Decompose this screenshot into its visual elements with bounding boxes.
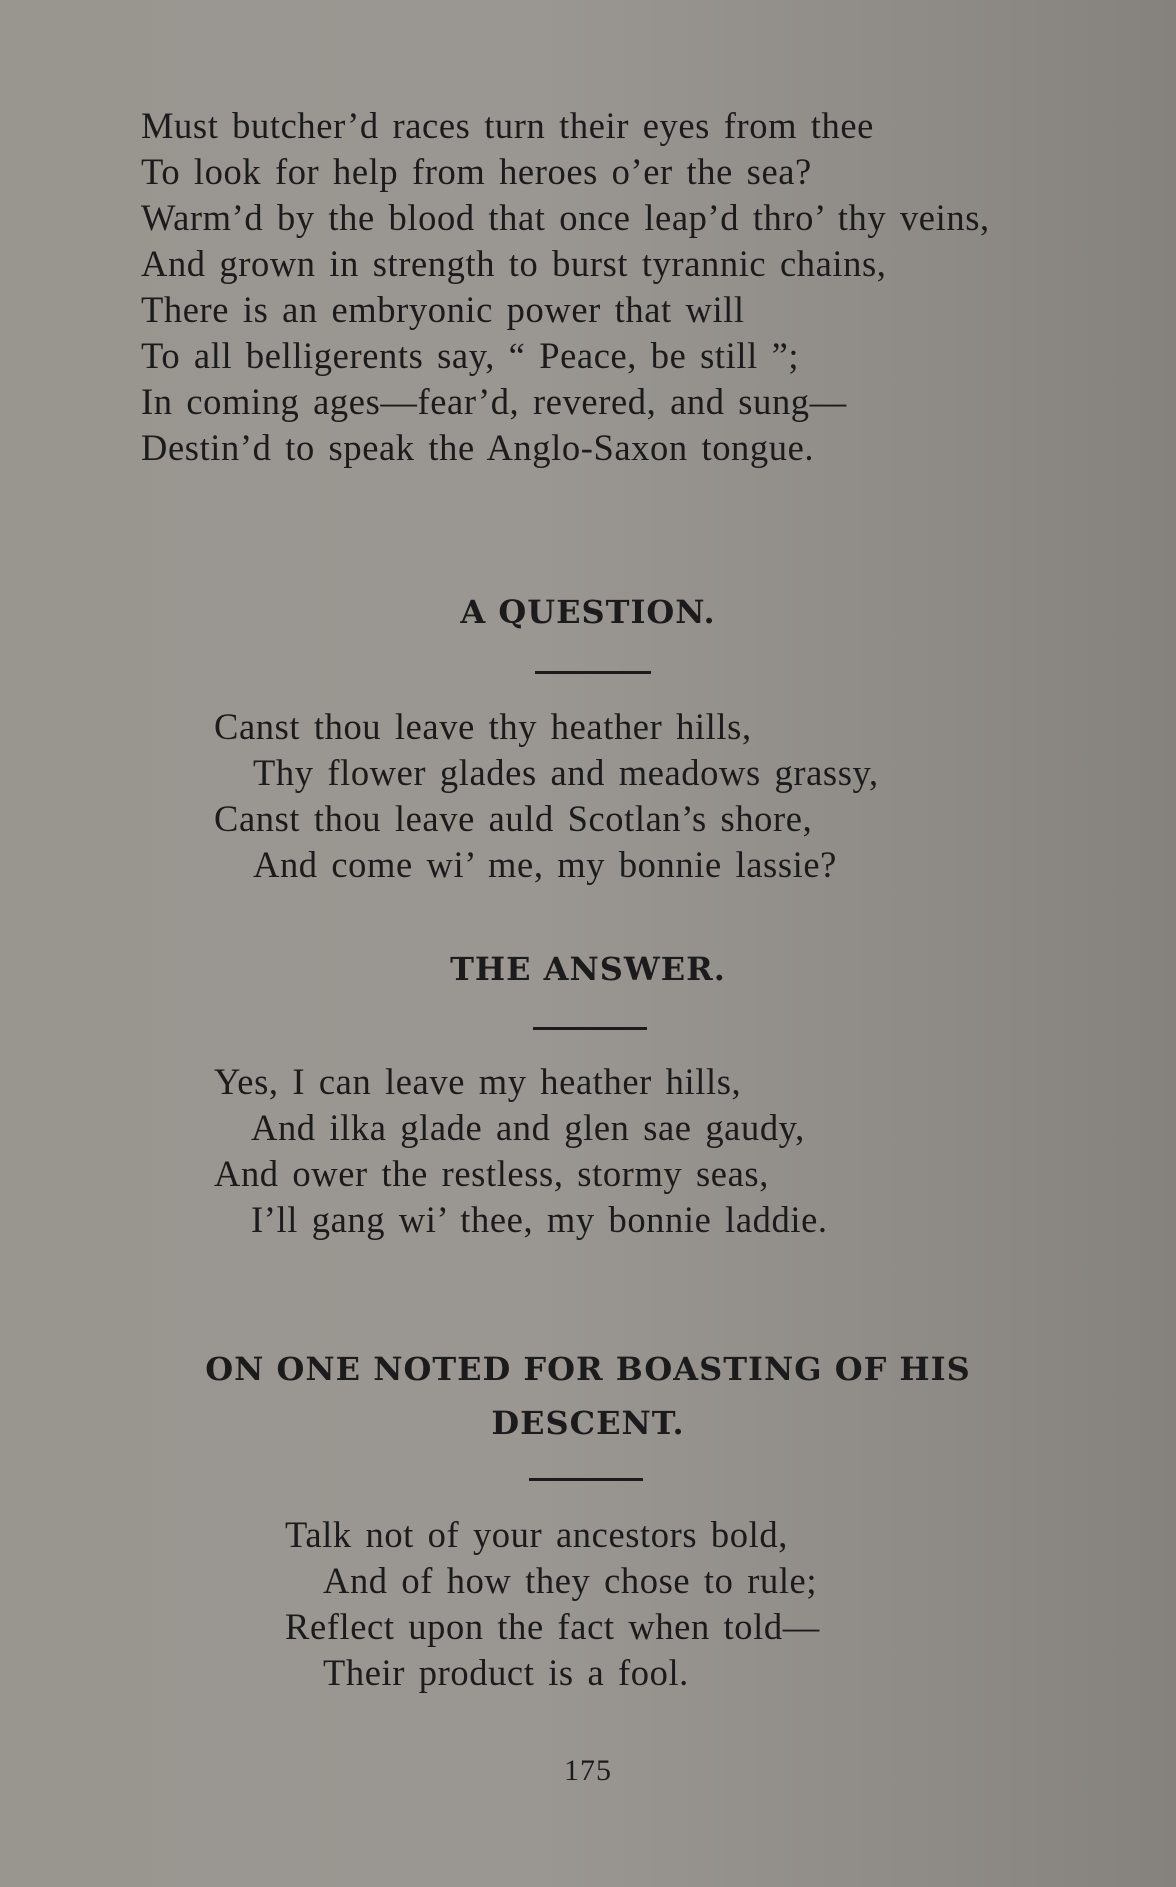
poem-line: And grown in strength to burst tyrannic chains, bbox=[141, 243, 887, 284]
title-rule bbox=[533, 1027, 647, 1030]
poem-line: Warm’d by the blood that once leap’d thro’ thy veins, bbox=[141, 197, 990, 238]
poem-line: And come wi’ me, my bonnie lassie? bbox=[253, 844, 837, 885]
boasting-title-line2: DESCENT. bbox=[491, 1404, 685, 1442]
poem-line: To look for help from heroes o’er the sea? bbox=[141, 151, 812, 192]
title-rule bbox=[535, 671, 651, 674]
poem-line: Destin’d to speak the Anglo-Saxon tongue. bbox=[141, 427, 815, 468]
poem-line: Yes, I can leave my heather hills, bbox=[214, 1061, 742, 1102]
poem-line: Thy flower glades and meadows grassy, bbox=[253, 752, 879, 793]
poem-line: In coming ages—fear’d, revered, and sung— bbox=[141, 381, 847, 422]
answer-title: THE ANSWER. bbox=[450, 950, 726, 988]
poem-line: Canst thou leave auld Scotlan’s shore, bbox=[214, 798, 813, 839]
boasting-title-line1: ON ONE NOTED FOR BOASTING OF HIS bbox=[205, 1350, 971, 1388]
poem-line: To all belligerents say, “ Peace, be still ”; bbox=[141, 335, 800, 376]
title-rule bbox=[529, 1478, 643, 1481]
poem-line: There is an embryonic power that will bbox=[141, 289, 745, 330]
poem-line: Their product is a fool. bbox=[323, 1652, 689, 1693]
poem-line: Canst thou leave thy heather hills, bbox=[214, 706, 752, 747]
poem-line: Talk not of your ancestors bold, bbox=[285, 1514, 788, 1555]
page-number: 175 bbox=[564, 1754, 612, 1787]
poem-line: And of how they chose to rule; bbox=[323, 1560, 818, 1601]
question-title: A QUESTION. bbox=[460, 593, 716, 631]
poem-line: And ower the restless, stormy seas, bbox=[214, 1153, 769, 1194]
poem-line: And ilka glade and glen sae gaudy, bbox=[251, 1107, 805, 1148]
poem-line: Reflect upon the fact when told— bbox=[285, 1606, 820, 1647]
poem-line: I’ll gang wi’ thee, my bonnie laddie. bbox=[251, 1199, 828, 1240]
poem-line: Must butcher’d races turn their eyes from thee bbox=[141, 105, 874, 146]
